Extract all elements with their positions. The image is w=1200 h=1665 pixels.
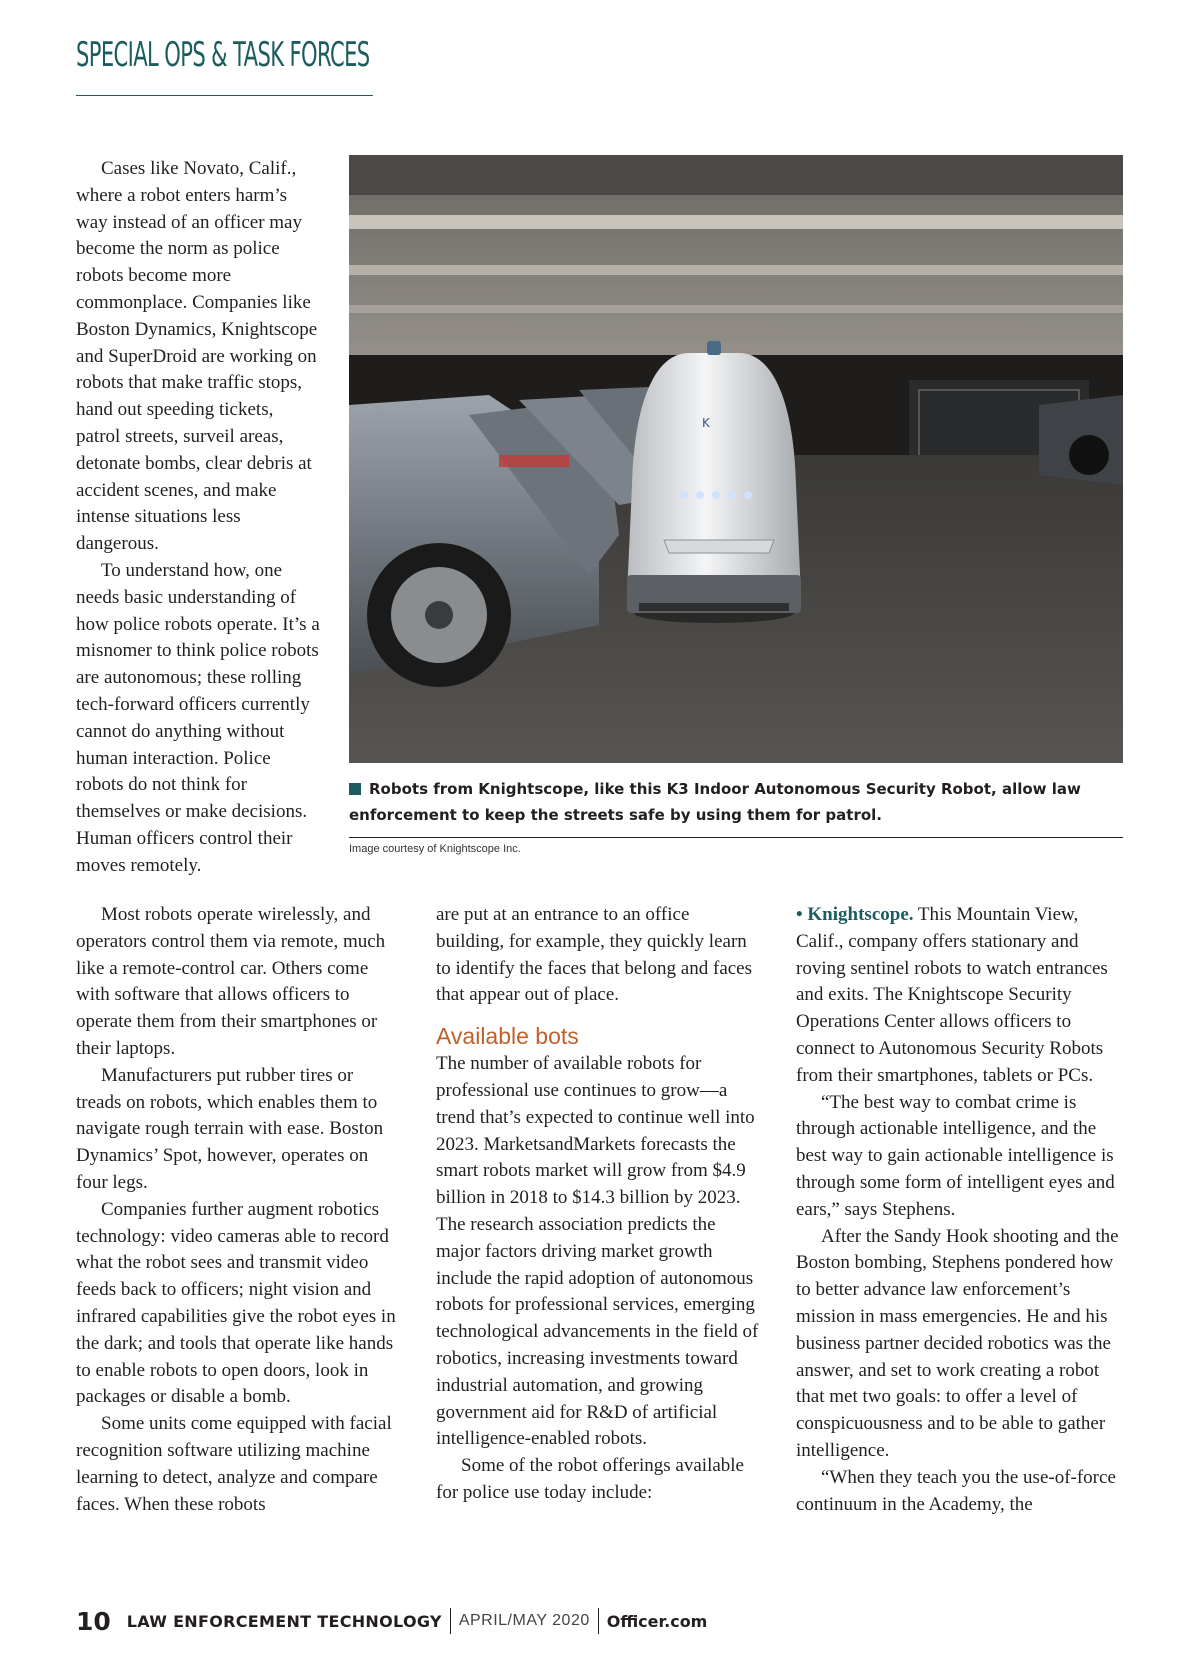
issue-date: APRIL/MAY 2020 [458, 1612, 590, 1629]
body-paragraph: Cases like Novato, Calif., where a robot enters harm’s way instead of an officer may become the norm as police robots become more commonplace. Companies like Boston Dynamics, Knightscope and SuperDroid are working on robots that make traffic stops, hand out speeding tickets, patrol streets, surveil areas, detonate bombs, clear debris at accident scenes, and make intense situations less dangerous. [76, 158, 318, 555]
body-paragraph: are put at an entrance to an office building, for example, they quickly learn to identify the faces that belong and faces that appear out of place. [436, 904, 753, 1006]
robot-photo [349, 155, 1123, 763]
caption-text: Robots from Knightscope, like this K3 Indoor Autonomous Security Robot, allow law enforcement to keep the streets safe by using them for patrol. [349, 780, 1081, 824]
column-3 [796, 902, 1126, 1518]
photo-credit: Image courtesy of Knightscope Inc. [349, 843, 521, 855]
knightscope-text: This Mountain View, Calif., company offers stationary and roving sentinel robots to watch entrances and exits. The Knightscope Security Operations Center allows officers to connect to Autonomous Security Robots from their smartphones, tablets or PCs. [796, 904, 1108, 1086]
publication-name: LAW ENFORCEMENT TECHNOLOGY [126, 1611, 442, 1631]
section-title-underline [76, 95, 373, 96]
photo-caption [349, 776, 1123, 828]
parking-garage-robot-illustration [349, 155, 1123, 763]
body-paragraph [796, 902, 1126, 1090]
body-paragraph: Companies further augment robotics technology: video cameras able to record what the robot sees and transmit video feeds back to officers; night vision and infrared capabilities give the robot eyes in the dark; and tools that operate like hands to enable robots to open doors, look in packages or disable a bomb. [76, 1198, 396, 1408]
column-1 [76, 902, 399, 1518]
column-2 [436, 902, 759, 1507]
caption-marker-icon [349, 783, 361, 795]
body-paragraph: Most robots operate wirelessly, and operators control them via remote, much like a remote-control car. Others come with software that allows officers to operate them from their smartphones or their laptops. [76, 904, 386, 1059]
subhead-available-bots: Available bots [436, 1023, 579, 1050]
body-paragraph: “When they teach you the use-of-force continuum in the Academy, the [796, 1466, 1116, 1515]
footer-divider [450, 1608, 451, 1634]
body-paragraph: Manufacturers put rubber tires or treads on robots, which enables them to navigate rough terrain with ease. Boston Dynamics’ Spot, however, operates on four legs. [76, 1064, 384, 1193]
section-title: SPECIAL OPS & TASK FORCES [76, 35, 370, 75]
body-paragraph: After the Sandy Hook shooting and the Boston bombing, Stephens pondered how to better advance law enforcement’s mission in mass emergencies. He and his business partner decided robotics was the answer, and set to work creating a robot that met two goals: to offer a level of conspicuousness and to be able to gather intelligence. [796, 1225, 1119, 1461]
caption-divider [349, 837, 1123, 838]
body-paragraph: The number of available robots for professional use continues to grow—a trend that’s expected to continue well into 2023. MarketsandMarkets forecasts the smart robots market will grow from $4.9 billion in 2018 to $14.3 billion by 2023. The research association predicts the major factors driving market growth include the rapid adoption of autonomous robots for professional services, emerging technological advancements in the field of robotics, increasing investments toward industrial automation, and growing government aid for R&D of artificial intelligence-enabled robots. [436, 1053, 759, 1450]
body-paragraph: Some of the robot offerings available for police use today include: [436, 1455, 744, 1503]
website-link[interactable]: Officer.com [606, 1611, 708, 1631]
footer-divider [598, 1608, 599, 1634]
page-number: 10 [76, 1606, 111, 1636]
robot-marking: K [702, 416, 710, 430]
body-paragraph: To understand how, one needs basic understanding of how police robots operate. It’s a misnomer to think police robots are autonomous; these rolling tech-forward officers currently cannot do anything without human interaction. Police robots do not think for themselves or make decisions. Human officers control their moves remotely. [76, 559, 320, 876]
knightscope-lead: • Knightscope. [796, 904, 914, 925]
body-paragraph: “The best way to combat crime is through actionable intelligence, and the best way to gain actionable intelligence is through some form of intelligent eyes and ears,” says Stephens. [796, 1091, 1115, 1220]
intro-column [76, 156, 321, 880]
body-paragraph: Some units come equipped with facial recognition software utilizing machine learning to detect, analyze and compare faces. When these robots [76, 1413, 392, 1515]
page-footer [76, 1605, 707, 1637]
